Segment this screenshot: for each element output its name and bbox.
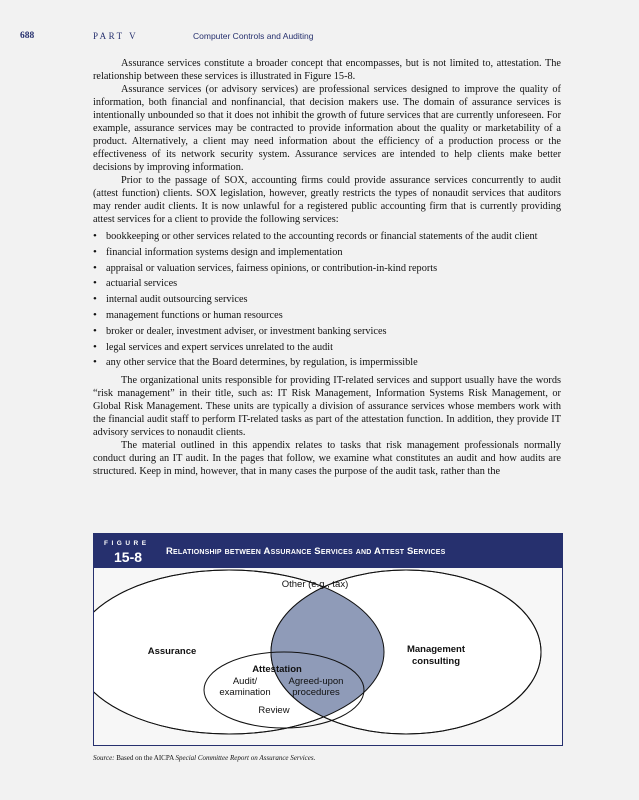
- running-header: [20, 31, 620, 45]
- source-italic: Special Committee Report on Assurance Services.: [175, 754, 316, 762]
- management-label-line2: consulting: [411, 656, 461, 667]
- list-item: • management functions or human resources: [93, 309, 561, 322]
- source-text: Based on the AICPA: [116, 754, 174, 762]
- paragraph: The organizational units responsible for providing IT-related services and support usually have the words “risk management” in their title, such as: IT Risk Management, Information Systems Risk Management, or Global Risk Management. These units are typically a division of assurance services whose members work with the financial audit staff to perform IT-related tasks as part of the attestation function. In addition, they provide IT advisory services to nonaudit clients.: [93, 375, 561, 439]
- list-item: • appraisal or valuation services, fairness opinions, or contribution-in-kind reports: [93, 262, 561, 275]
- management-label-line1: Management: [406, 644, 466, 655]
- other-label: Other (e.g., tax): [281, 579, 349, 590]
- figure-header: [94, 534, 562, 568]
- agreed-label-line2: procedures: [292, 687, 340, 698]
- figure-source: [93, 754, 315, 762]
- figure-15-8: [93, 533, 563, 746]
- list-item: • bookkeeping or other services related to the accounting records or financial statements of the audit client: [93, 230, 561, 243]
- list-item: • actuarial services: [93, 277, 561, 290]
- audit-label-line2: examination: [219, 687, 271, 698]
- venn-diagram: [94, 568, 562, 744]
- list-item: • internal audit outsourcing services: [93, 293, 561, 306]
- part-label: PART V: [93, 31, 139, 41]
- list-item: • legal services and expert services unrelated to the audit: [93, 341, 561, 354]
- list-item: • financial information systems design and implementation: [93, 246, 561, 259]
- body-text: [93, 57, 561, 478]
- figure-title: Relationship between Assurance Services and Attest Services: [166, 546, 446, 557]
- agreed-label-line1: Agreed-upon: [288, 676, 344, 687]
- paragraph: Assurance services constitute a broader concept that encompasses, but is not limited to, attestation. The relationship between these services is illustrated in Figure 15-8.: [93, 58, 561, 82]
- chapter-title: Computer Controls and Auditing: [193, 31, 314, 41]
- attestation-label: Attestation: [252, 664, 302, 675]
- source-label: Source:: [93, 754, 115, 762]
- figure-label: FIGURE: [104, 540, 150, 547]
- paragraph: The material outlined in this appendix relates to tasks that risk management professionals normally conduct during an IT audit. In the pages that follow, we examine what constitutes an audit and how audits are structured. Keep in mind, however, that in many cases the purpose of the audit task, rather than the: [93, 440, 561, 478]
- bullet-list: [93, 230, 561, 369]
- list-item: • any other service that the Board determines, by regulation, is impermissible: [93, 356, 561, 369]
- paragraph: Prior to the passage of SOX, accounting firms could provide assurance services concurrently to audit (attest function) clients. SOX legislation, however, greatly restricts the types of nonaudit services that auditors may render audit clients. It is now unlawful for a registered public accounting firm that is currently providing attest services for a client to provide the following services:: [93, 175, 561, 225]
- assurance-label: Assurance: [147, 646, 197, 657]
- review-label: Review: [258, 705, 290, 716]
- paragraph: Assurance services (or advisory services) are professional services designed to improve the quality of information, both financial and nonfinancial, that decision makers use. The domain of assurance services is intentionally unbounded so that it does not inhibit the growth of future services that are currently unforeseen. For example, assurance services may be contracted to provide information about the quality or marketability of a product. Alternatively, a client may need information about the efficiency of a production process or the effectiveness of its network security system. Assurance services are intended to help clients make better decisions by improving information.: [93, 84, 561, 173]
- list-item: • broker or dealer, investment adviser, or investment banking services: [93, 325, 561, 338]
- audit-label-line1: Audit/: [232, 676, 258, 687]
- figure-number: 15-8: [114, 549, 143, 565]
- page-number: 688: [20, 31, 35, 41]
